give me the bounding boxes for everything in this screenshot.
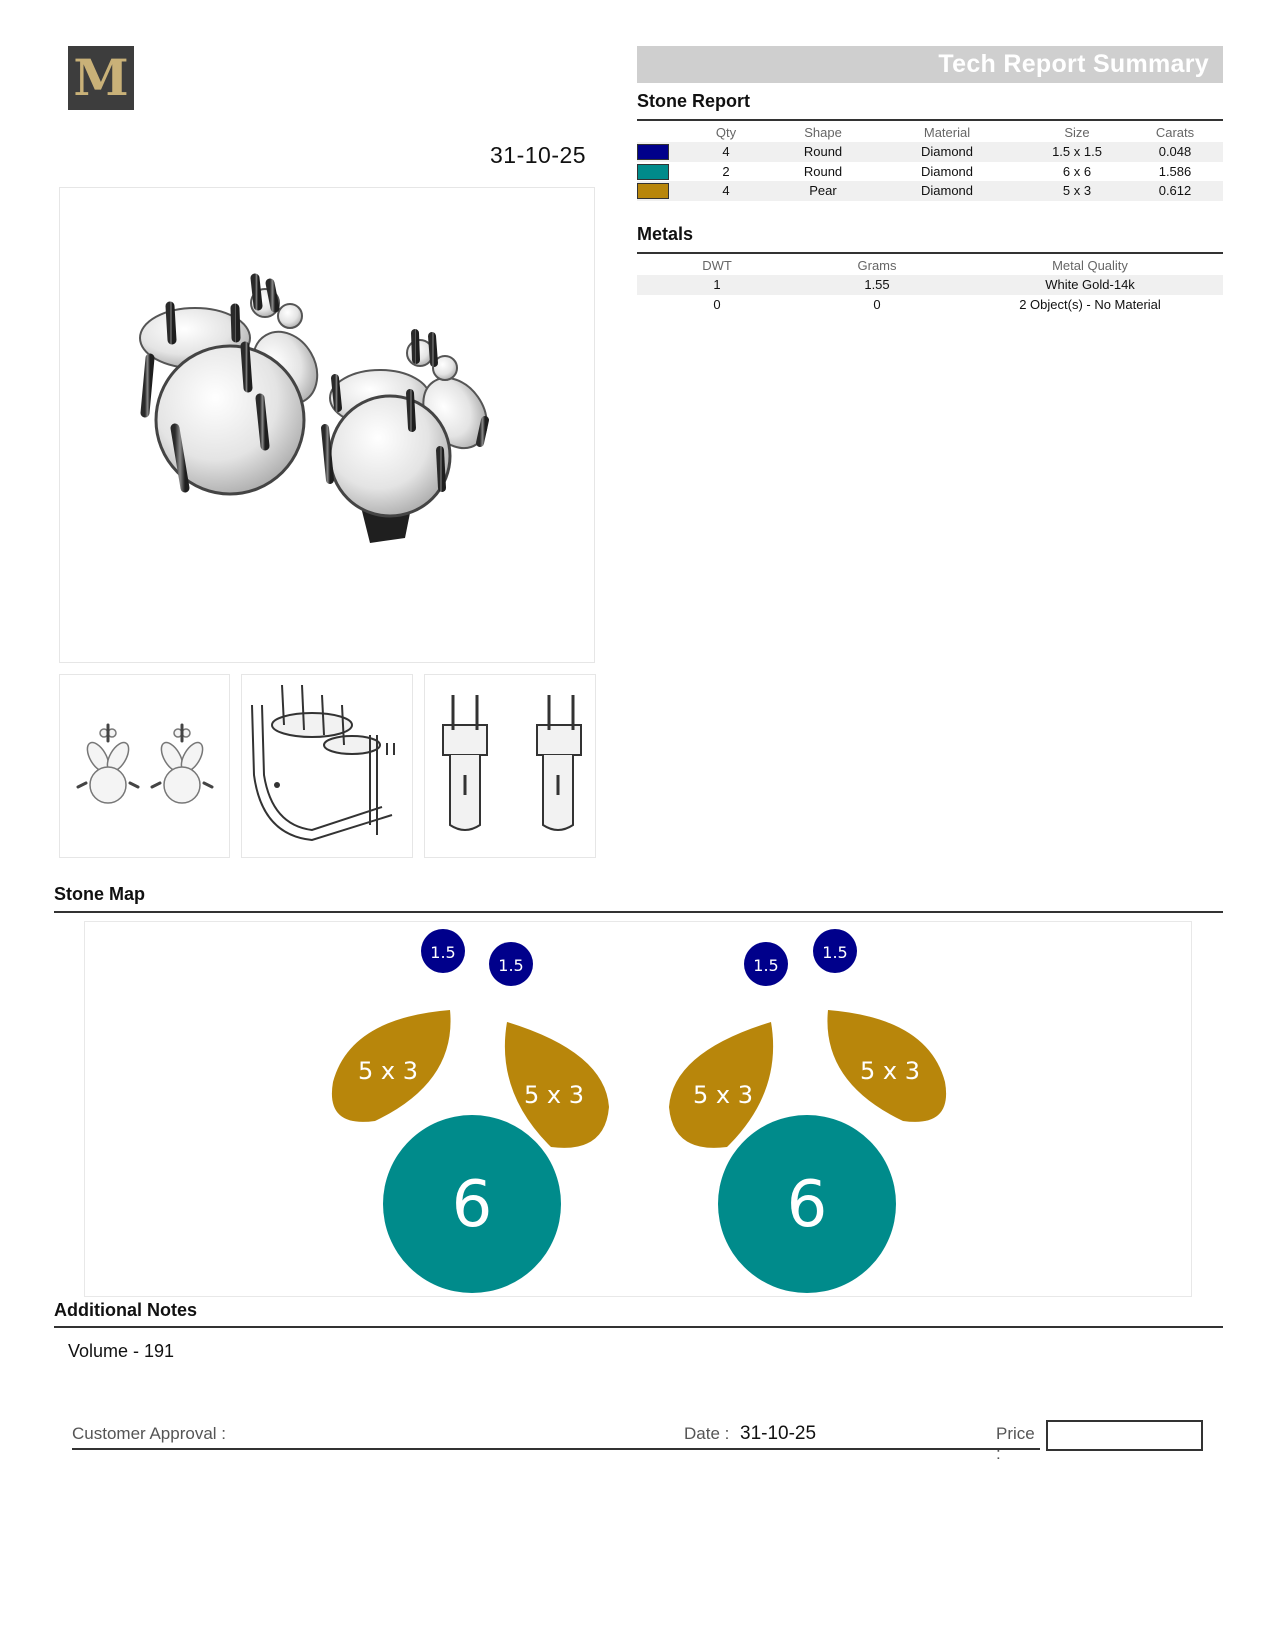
customer-approval-label: Customer Approval : (72, 1424, 227, 1443)
price-label: Price : (996, 1424, 1035, 1463)
stone-map (84, 921, 1192, 1297)
svg-text:5 x 3: 5 x 3 (693, 1081, 753, 1109)
svg-text:5 x 3: 5 x 3 (358, 1057, 418, 1085)
qty-cell: 2 (722, 163, 730, 179)
color-swatch (637, 183, 669, 199)
pear-stone (827, 1010, 946, 1122)
material-cell: Diamond (920, 163, 974, 179)
material-cell: Diamond (867, 181, 1027, 201)
small-stone (421, 929, 465, 973)
report-title: Tech Report Summary (938, 50, 1209, 78)
metals-divider (637, 252, 1223, 254)
table-row (637, 142, 1223, 162)
svg-text:1.5: 1.5 (430, 943, 456, 962)
document-date: 31-10-25 (490, 142, 587, 168)
shape-cell: Pear (779, 181, 867, 201)
thumbnail-side-view (241, 674, 413, 858)
metals-heading: Metals (637, 224, 694, 244)
col-dwt: DWT (702, 258, 732, 273)
pear-stone (505, 1022, 609, 1148)
size-cell: 5 x 3 (1027, 181, 1127, 201)
qty-cell: 4 (673, 142, 779, 162)
thumbnail-back-view (424, 674, 596, 858)
dwt-cell: 1 (637, 275, 797, 295)
svg-text:1.5: 1.5 (822, 943, 848, 962)
notes-text: Volume - 191 (68, 1341, 175, 1361)
svg-text:6: 6 (451, 1168, 493, 1242)
carats-cell: 0.048 (1127, 142, 1223, 162)
additional-notes-heading: Additional Notes (54, 1300, 197, 1320)
small-stone (813, 929, 857, 973)
size-cell: 6 x 6 (1062, 163, 1092, 179)
grams-cell: 1.55 (797, 275, 957, 295)
approval-date-label: Date : (684, 1424, 730, 1443)
col-metal-quality: Metal Quality (1052, 258, 1128, 273)
center-stone (383, 1115, 561, 1293)
stone-map-heading: Stone Map (54, 884, 146, 904)
price-field[interactable] (1046, 1420, 1203, 1451)
carats-cell: 1.586 (1158, 163, 1192, 179)
carats-cell: 0.612 (1127, 181, 1223, 201)
col-material: Material (923, 125, 971, 140)
svg-text:5 x 3: 5 x 3 (860, 1057, 920, 1085)
svg-text:1.5: 1.5 (498, 956, 524, 975)
logo-letter: M (73, 48, 129, 107)
approval-row (72, 1420, 1040, 1463)
table-row (637, 181, 1223, 201)
qty-cell: 4 (673, 181, 779, 201)
table-row (637, 295, 1223, 315)
pear-stone (332, 1010, 451, 1122)
color-swatch (637, 144, 669, 160)
col-size: Size (1064, 125, 1090, 140)
report-title-banner (637, 46, 1223, 83)
stone-map-divider (54, 911, 1223, 913)
shape-cell: Round (779, 142, 867, 162)
approval-date-value: 31-10-25 (740, 1423, 817, 1444)
svg-text:5 x 3: 5 x 3 (524, 1081, 584, 1109)
thumbnail-front-view (59, 674, 230, 858)
small-stone (489, 942, 533, 986)
stone-report-divider (637, 119, 1223, 121)
pear-stone (669, 1022, 773, 1148)
company-logo (68, 46, 134, 110)
stone-report-heading: Stone Report (637, 91, 751, 111)
col-grams: Grams (857, 258, 897, 273)
material-cell: Diamond (867, 142, 1027, 162)
earrings-render-illustration (60, 188, 596, 664)
center-stone (718, 1115, 896, 1293)
table-row (637, 162, 1223, 182)
grams-cell: 0 (873, 296, 881, 312)
dwt-cell: 0 (713, 296, 721, 312)
table-row (637, 275, 1223, 295)
size-cell: 1.5 x 1.5 (1027, 142, 1127, 162)
shape-cell: Round (803, 163, 843, 179)
metal-quality-cell: 2 Object(s) - No Material (1019, 296, 1161, 312)
small-stone (744, 942, 788, 986)
col-carats: Carats (1155, 125, 1195, 140)
col-qty: Qty (715, 125, 737, 140)
metals-table (637, 256, 1223, 314)
stone-report-table (637, 123, 1223, 201)
col-shape: Shape (804, 125, 842, 140)
svg-text:1.5: 1.5 (753, 956, 779, 975)
additional-notes-divider (54, 1326, 1223, 1328)
svg-text:6: 6 (786, 1168, 828, 1242)
main-render-image (59, 187, 595, 663)
stone-report-header-row (637, 123, 1223, 142)
metals-header-row (637, 256, 1223, 275)
metal-quality-cell: White Gold-14k (957, 275, 1223, 295)
color-swatch (637, 164, 669, 180)
